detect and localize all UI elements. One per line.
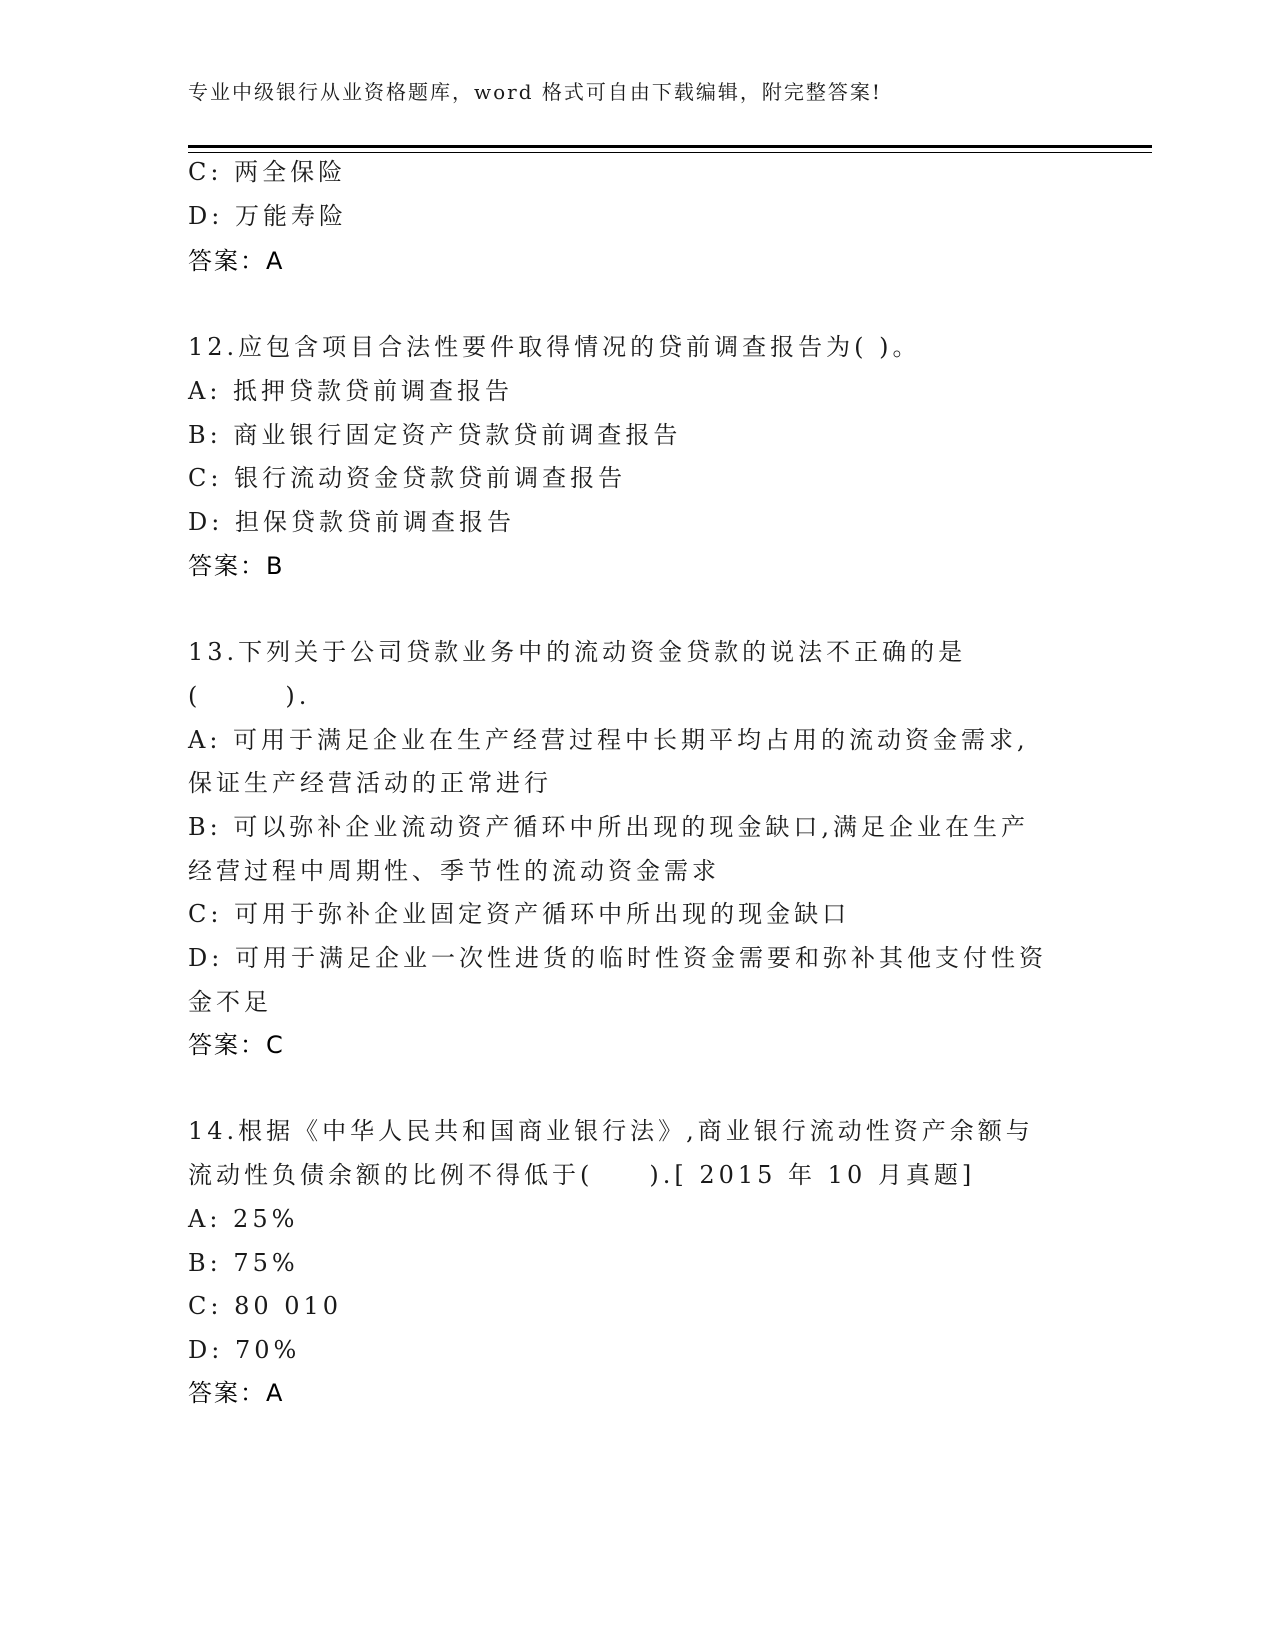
header-rule-thick [188,145,1152,148]
option-d: D: 万能寿险 [188,202,347,230]
option-a: A: 25% [188,1205,299,1233]
question-13: 13.下列关于公司贷款业务中的流动资金贷款的说法不正确的是 [188,638,967,666]
option-d: D: 70% [188,1336,301,1364]
option-d-continued: 金不足 [188,988,272,1016]
option-d: D: 可用于满足企业一次性进货的临时性资金需要和弥补其他支付性资 [188,944,1047,972]
option-b: B: 75% [188,1249,299,1277]
option-b: B: 商业银行固定资产贷款贷前调查报告 [188,421,682,449]
answer: 答案：A [188,247,285,275]
option-a-continued: 保证生产经营活动的正常进行 [188,769,552,797]
option-d: D: 担保贷款贷前调查报告 [188,508,515,536]
question-14: 14.根据《中华人民共和国商业银行法》,商业银行流动性资产余额与 [188,1117,1034,1145]
option-c: C: 80 010 [188,1292,343,1320]
page-header: 专业中级银行从业资格题库，word 格式可自由下载编辑，附完整答案! [188,80,882,104]
answer: 答案：C [188,1031,285,1059]
option-a: A: 可用于满足企业在生产经营过程中长期平均占用的流动资金需求, [188,726,1029,754]
question-14-continued: 流动性负债余额的比例不得低于( ).[ 2015 年 10 月真题] [188,1161,976,1189]
header-rule-thin [188,152,1152,153]
option-a: A: 抵押贷款贷前调查报告 [188,377,514,405]
option-c: C: 银行流动资金贷款贷前调查报告 [188,464,627,492]
answer: 答案：B [188,552,285,580]
option-b-continued: 经营过程中周期性、季节性的流动资金需求 [188,857,720,885]
option-c: C: 两全保险 [188,158,347,186]
answer: 答案：A [188,1379,285,1407]
question-13-blank: ( ). [188,682,311,710]
option-c: C: 可用于弥补企业固定资产循环中所出现的现金缺口 [188,900,851,928]
option-b: B: 可以弥补企业流动资产循环中所出现的现金缺口,满足企业在生产 [188,813,1029,841]
question-12: 12.应包含项目合法性要件取得情况的贷前调查报告为( )。 [188,333,921,361]
